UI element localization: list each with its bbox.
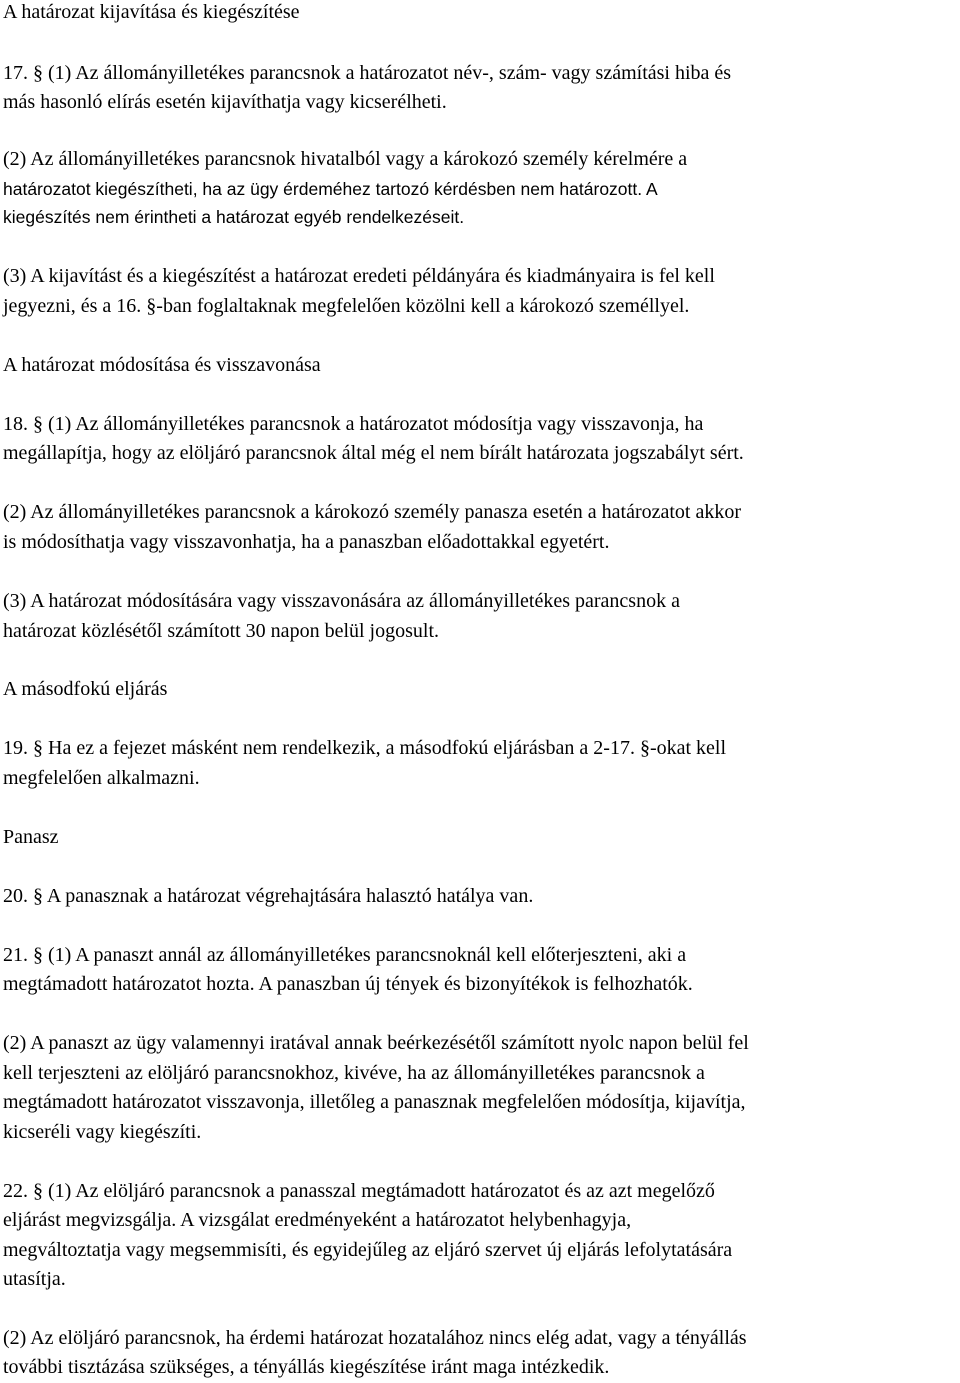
paragraph-17-2-line-2: határozatot kiegészítheti, ha az ügy érdeméhez tartozó kérdésben nem határozott. A [3,179,658,199]
paragraph-18-2-line-2: is módosíthatja vagy visszavonhatja, ha a panaszban előadottakkal egyetért. [3,531,610,553]
section-heading-second-instance: A másodfokú eljárás [3,678,168,700]
paragraph-18-1-line-2: megállapítja, hogy az elöljáró parancsnok által még el nem bírált határozata jogszabályt sért. [3,442,744,464]
paragraph-22-2-line-1: (2) Az elöljáró parancsnok, ha érdemi határozat hozatalához nincs elég adat, vagy a tényállás [3,1327,747,1349]
paragraph-21-2-line-2: kell terjeszteni az elöljáró parancsnokhoz, kivéve, ha az állományilletékes parancsnok a [3,1062,705,1084]
section-heading-modification: A határozat módosítása és visszavonása [3,354,321,376]
paragraph-17-3-line-1: (3) A kijavítást és a kiegészítést a határozat eredeti példányára és kiadmányaira is fel kell [3,265,715,287]
paragraph-22-1-line-3: megváltoztatja vagy megsemmisíti, és egyidejűleg az eljáró szervet új eljárás lefolytatására [3,1239,733,1261]
paragraph-18-3-line-1: (3) A határozat módosítására vagy visszavonására az állományilletékes parancsnok a [3,590,680,612]
paragraph-21-1-line-1: 21. § (1) A panaszt annál az állományilletékes parancsnoknál kell előterjeszteni, aki a [3,944,687,966]
paragraph-19-line-2: megfelelően alkalmazni. [3,767,200,789]
paragraph-22-2-line-2: további tisztázása szükséges, a tényállás kiegészítése iránt maga intézkedik. [3,1356,610,1378]
section-heading-correction: A határozat kijavítása és kiegészítése [3,1,300,23]
paragraph-17-2-line-1: (2) Az állományilletékes parancsnok hivatalból vagy a károkozó személy kérelmére a [3,148,688,170]
paragraph-18-2-line-1: (2) Az állományilletékes parancsnok a károkozó személy panasza esetén a határozatot akkor [3,501,742,523]
paragraph-20-line-1: 20. § A panasznak a határozat végrehajtására halasztó hatálya van. [3,885,534,907]
paragraph-17-2-line-3: kiegészítés nem érintheti a határozat egyéb rendelkezéseit. [3,207,465,227]
paragraph-21-2-line-1: (2) A panaszt az ügy valamennyi iratával annak beérkezésétől számított nyolc napon belül fel [3,1032,749,1054]
paragraph-18-3-line-2: határozat közlésétől számított 30 napon belül jogosult. [3,620,440,642]
paragraph-22-1-line-4: utasítja. [3,1268,66,1290]
paragraph-17-1-line-1: 17. § (1) Az állományilletékes parancsnok a határozatot név-, szám- vagy számítási hiba és [3,62,732,84]
paragraph-17-1-line-2: más hasonló elírás esetén kijavíthatja vagy kicserélheti. [3,91,447,113]
section-heading-complaint: Panasz [3,826,59,848]
paragraph-21-2-line-3: megtámadott határozatot visszavonja, illetőleg a panasznak megfelelően módosítja, kijavítja, [3,1091,746,1113]
paragraph-22-1-line-2: eljárást megvizsgálja. A vizsgálat eredményeként a határozatot helybenhagyja, [3,1209,632,1231]
paragraph-21-2-line-4: kicseréli vagy kiegészíti. [3,1121,202,1143]
paragraph-22-1-line-1: 22. § (1) Az elöljáró parancsnok a panasszal megtámadott határozatot és az azt megelőző [3,1180,715,1202]
paragraph-17-3-line-2: jegyezni, és a 16. §-ban foglaltaknak megfelelően közölni kell a károkozó személlyel. [3,295,690,317]
paragraph-18-1-line-1: 18. § (1) Az állományilletékes parancsnok a határozatot módosítja vagy visszavonja, ha [3,413,704,435]
paragraph-21-1-line-2: megtámadott határozatot hozta. A panaszban új tények és bizonyítékok is felhozhatók. [3,973,693,995]
paragraph-19-line-1: 19. § Ha ez a fejezet másként nem rendelkezik, a másodfokú eljárásban a 2-17. §-okat kell [3,737,727,759]
